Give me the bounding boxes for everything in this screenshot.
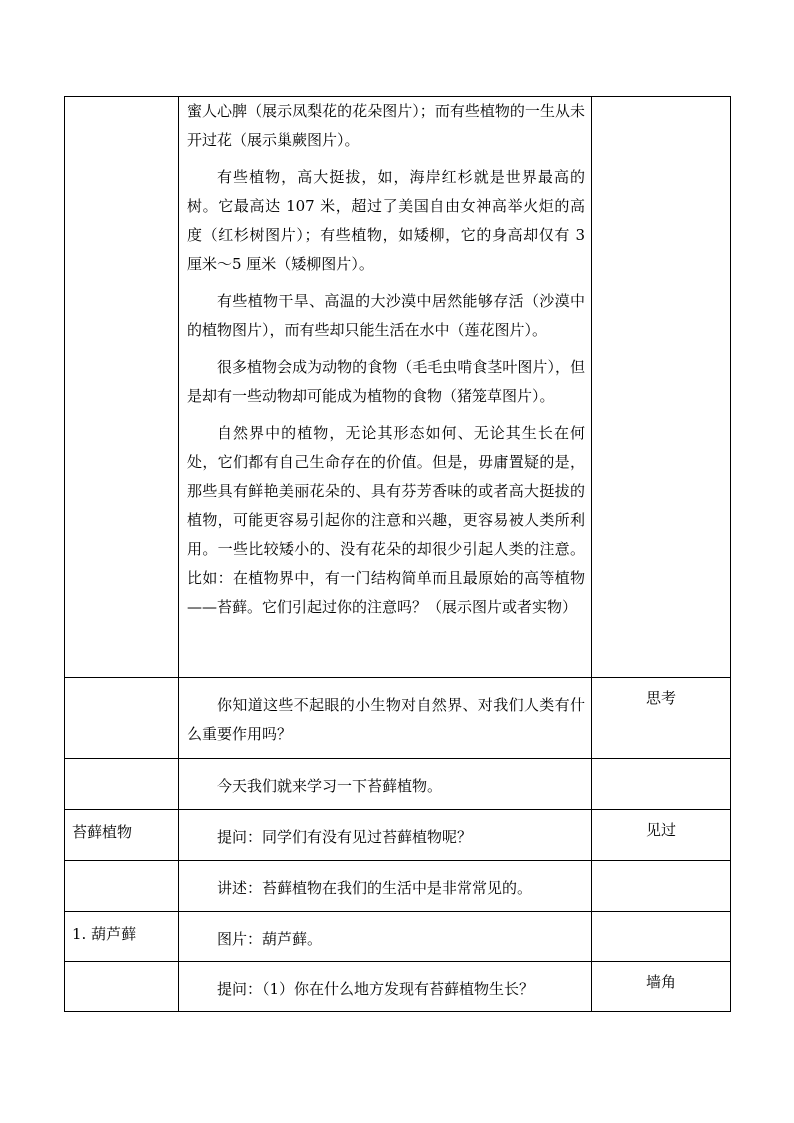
content-cell — [179, 810, 592, 861]
student-activity-cell: 见过 — [592, 810, 731, 861]
student-activity-cell — [592, 861, 731, 912]
paragraph: 提问：（1）你在什么地方发现有苔藓植物生长？ — [217, 980, 535, 998]
table-row — [65, 97, 731, 678]
student-activity-cell: 墙角 — [592, 962, 731, 1012]
table-row — [65, 912, 731, 962]
row-label-cell — [65, 962, 179, 1012]
table-row — [65, 678, 731, 759]
table-row — [65, 810, 731, 861]
paragraph: 蜜人心脾（展示凤梨花的花朵图片）；而有些植物的一生从未开过花（展示巢蕨图片）。 — [187, 102, 585, 149]
content-cell — [179, 97, 592, 678]
paragraph: 今天我们就来学习一下苔藓植物。 — [217, 777, 443, 795]
content-cell — [179, 678, 592, 759]
table-row — [65, 759, 731, 810]
content-cell — [179, 759, 592, 810]
student-activity-cell — [592, 912, 731, 962]
paragraph: 自然界中的植物，无论其形态如何、无论其生长在何处，它们都有自己生命存在的价值。但是，毋庸置疑的是，那些具有鲜艳美丽花朵的、具有芬芳香味的或者高大挺拔的植物，可能更容易引起你的注意和兴趣，更容易被人类所利用。一些比较矮小的、没有花朵的却很少引起人类的注意。比如：在植物界中，有一门结构简单而且最原始的高等植物——苔藓。它们引起过你的注意吗？（展示图片或者实物） — [187, 424, 585, 616]
paragraph: 讲述：苔藓植物在我们的生活中是非常常见的。 — [217, 879, 533, 897]
row-label-cell — [65, 759, 179, 810]
paragraph: 提问：同学们有没有见过苔藓植物呢？ — [217, 828, 473, 846]
paragraph: 很多植物会成为动物的食物（毛毛虫啃食茎叶图片），但是却有一些动物却可能成为植物的食物（猪笼草图片）。 — [187, 358, 585, 405]
paragraph: 图片：葫芦藓。 — [217, 930, 323, 948]
row-label-cell — [65, 678, 179, 759]
student-activity-cell — [592, 759, 731, 810]
row-label-cell: 苔藓植物 — [65, 810, 179, 861]
content-cell — [179, 962, 592, 1012]
row-label-cell: 1. 葫芦藓 — [65, 912, 179, 962]
table-row — [65, 962, 731, 1012]
content-cell — [179, 861, 592, 912]
content-cell — [179, 912, 592, 962]
row-label-cell — [65, 861, 179, 912]
row-label-cell — [65, 97, 179, 678]
student-activity-cell — [592, 97, 731, 678]
student-activity-cell: 思考 — [592, 678, 731, 759]
table-row — [65, 861, 731, 912]
lesson-plan-table — [64, 96, 731, 1012]
paragraph: 有些植物干旱、高温的大沙漠中居然能够存活（沙漠中的植物图片），而有些却只能生活在水中（莲花图片）。 — [187, 292, 585, 339]
paragraph: 你知道这些不起眼的小生物对自然界、对我们人类有什么重要作用吗？ — [187, 696, 585, 743]
paragraph: 有些植物，高大挺拔，如，海岸红杉就是世界最高的树。它最高达 107 米，超过了美国自由女神高举火炬的高度（红杉树图片）；有些植物，如矮柳，它的身高却仅有 3 厘米～5 厘米（矮柳图片）。 — [187, 168, 585, 273]
